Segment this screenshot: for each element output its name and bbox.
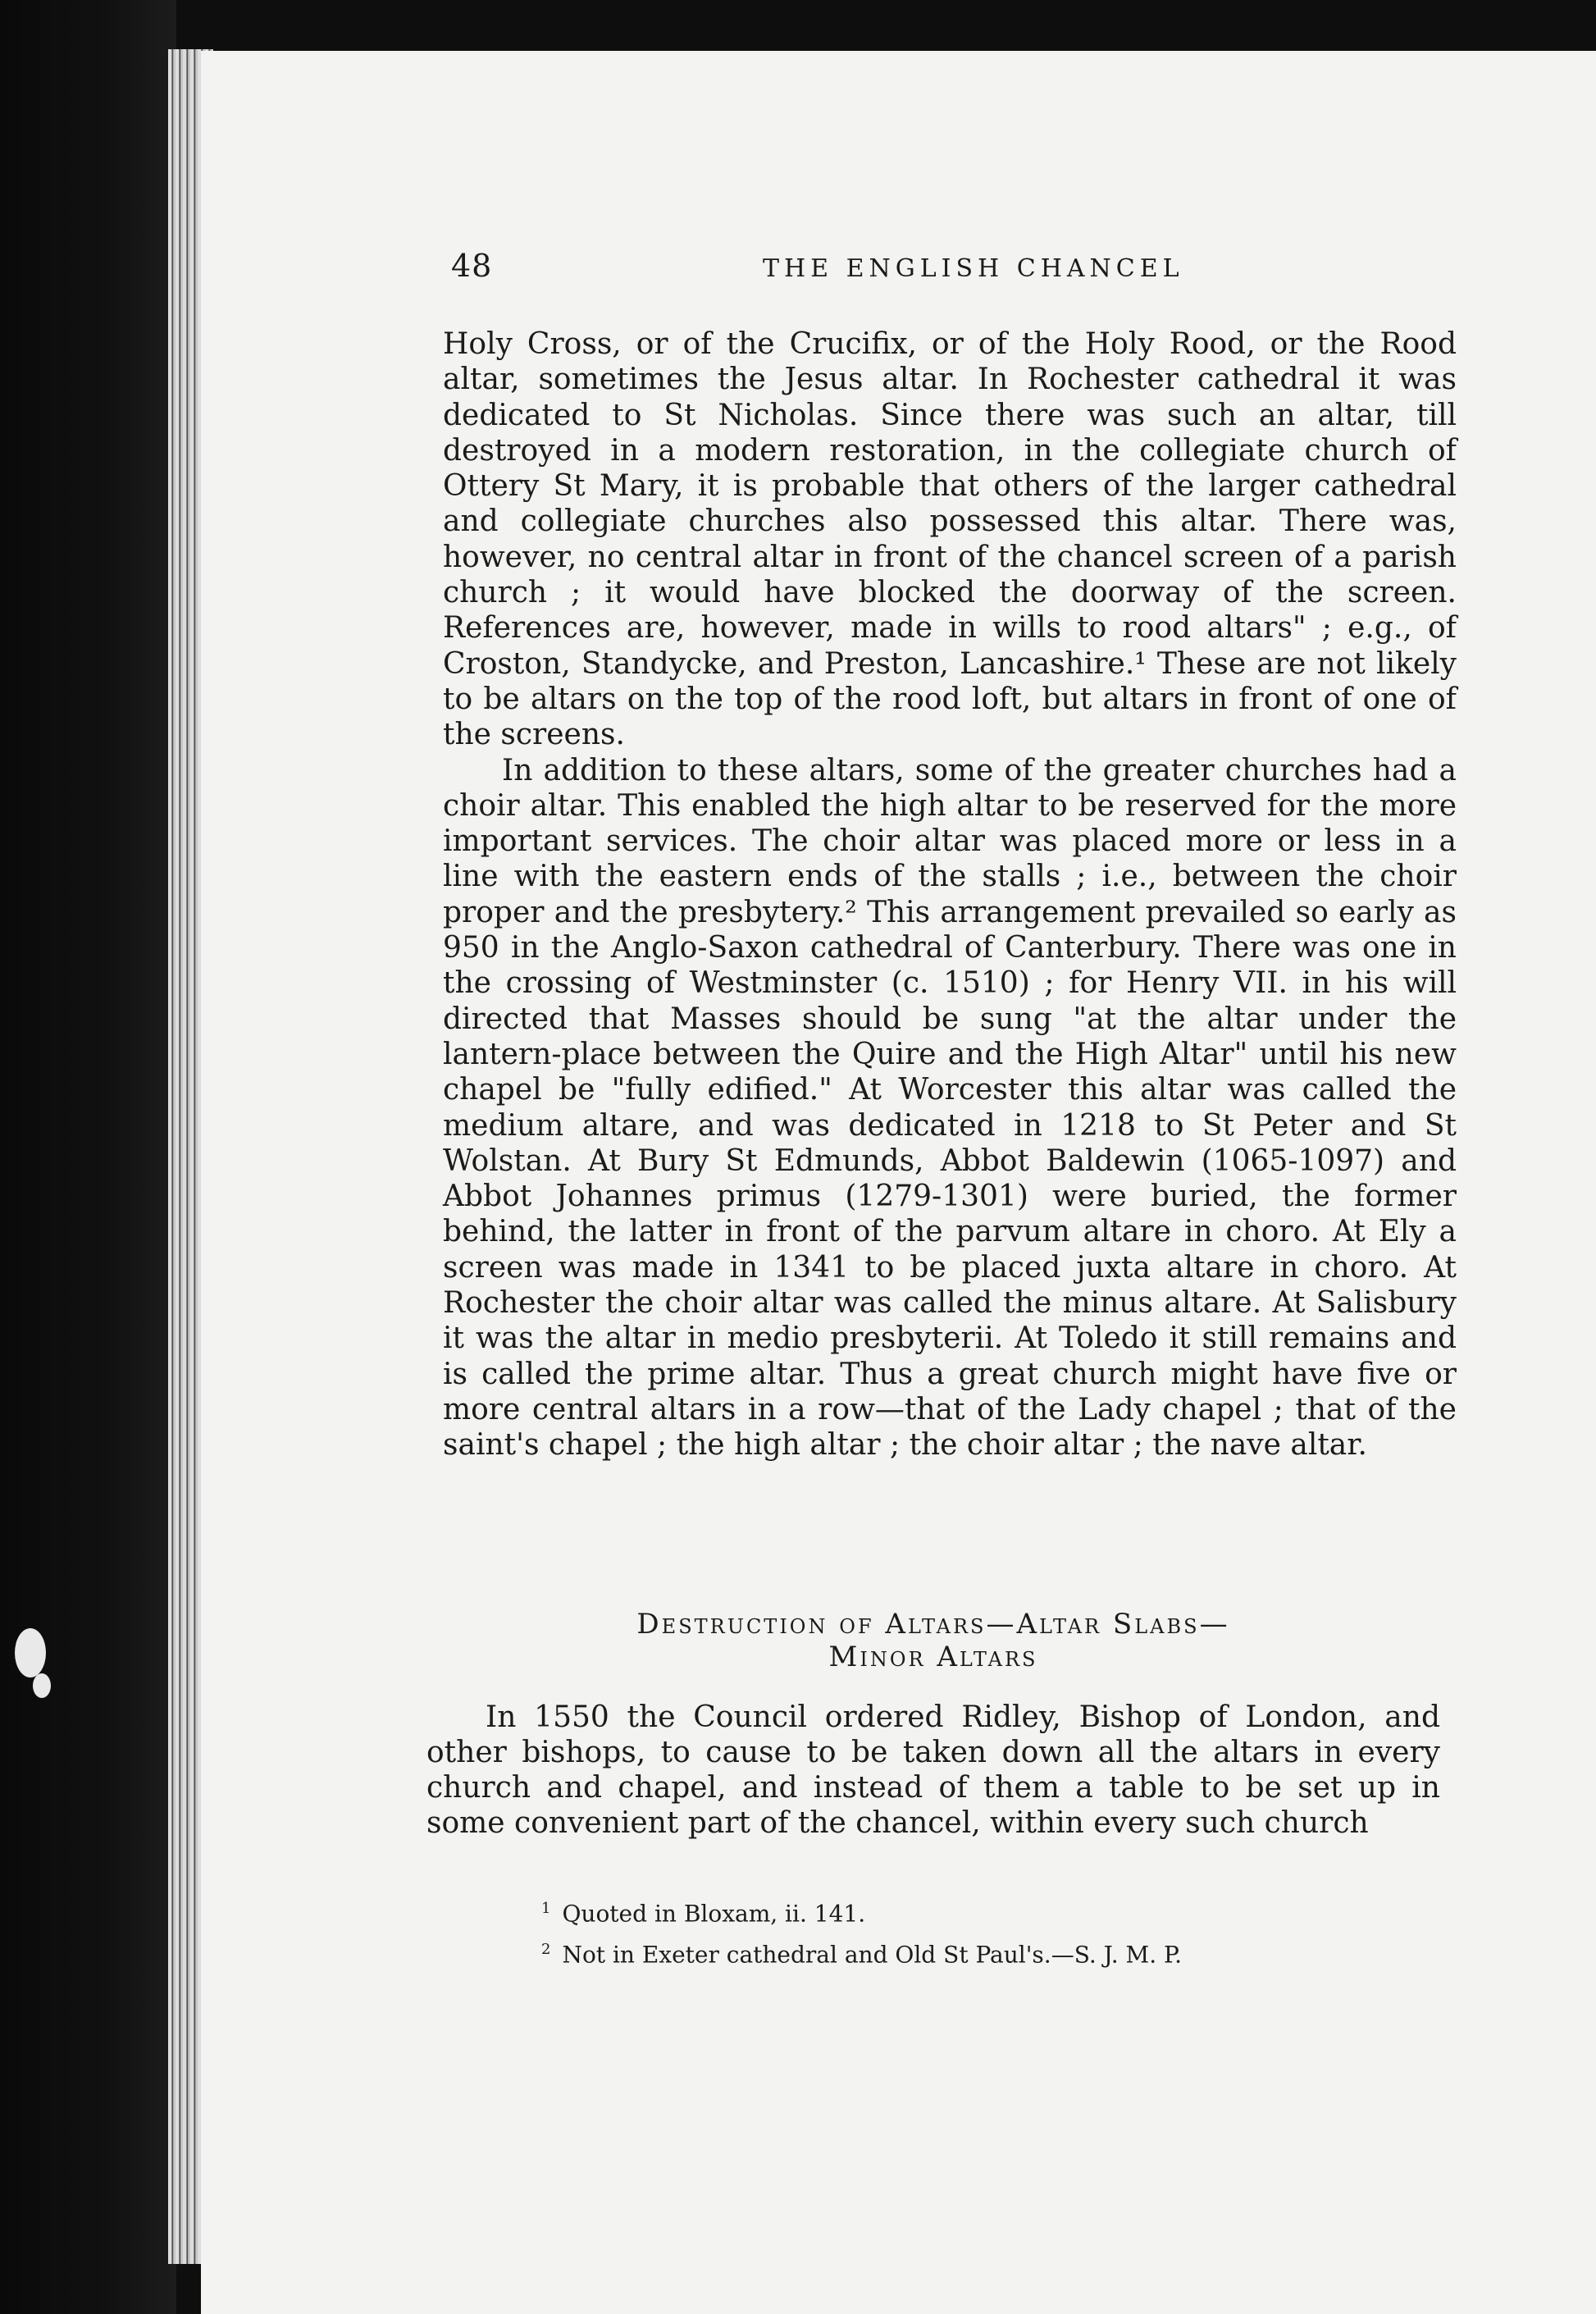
footnote <box>541 1891 1361 1932</box>
scan-artifact <box>33 1673 51 1698</box>
paragraph: In 1550 the Council ordered Ridley, Bishop of London, and other bishops, to cause to be taken down all the altars in every church and chapel, and instead of them a table to be set up in some convenient part of the chancel, within every such church <box>426 1700 1440 1840</box>
section-heading <box>426 1608 1440 1673</box>
footnote-text: Quoted in Bloxam, ii. 141. <box>562 1900 866 1928</box>
section-body <box>426 1700 1440 1841</box>
footnote-mark: 2 <box>541 1941 551 1959</box>
paragraph: Holy Cross, or of the Crucifix, or of the Holy Rood, or the Rood altar, sometimes the Jesus altar. In Rochester cathedral it was dedicated to St Nicholas. Since there was such an altar, till destroyed in a modern restoration, in the collegiate church of Ottery St Mary, it is probable that others of the larger cathedral and collegiate churches also possessed this altar. There was, however, no central altar in front of the chancel screen of a parish church ; it would have blocked the doorway of the screen. References are, however, made in wills to rood altars" ; e.g., of Croston, Standycke, and Preston, Lancashire.¹ These are not likely to be altars on the top of the rood loft, but altars in front of one of the screens. <box>443 327 1457 752</box>
running-head: THE ENGLISH CHANCEL <box>763 254 1184 283</box>
section-heading-line: Minor Altars <box>828 1641 1038 1673</box>
footnote <box>541 1932 1361 1973</box>
book-binding-gutter <box>0 0 176 2314</box>
footnote-mark: 1 <box>541 1900 551 1917</box>
footnote-text: Not in Exeter cathedral and Old St Paul's.—S. J. M. P. <box>562 1941 1183 1969</box>
body-text <box>443 326 1457 1463</box>
scan-artifact <box>15 1628 46 1677</box>
footnotes <box>541 1891 1361 1974</box>
page-number: 48 <box>451 248 493 284</box>
paragraph: In addition to these altars, some of the greater churches had a choir altar. This enabled the high altar to be reserved for the more important services. The choir altar was placed more or less in a line with the eastern ends of the stalls ; i.e., between the choir proper and the presbytery.² This arrangement prevailed so early as 950 in the Anglo-Saxon cathedral of Canterbury. There was one in the crossing of Westminster (c. 1510) ; for Henry VII. in his will directed that Masses should be sung "at the altar under the lantern-place between the Quire and the High Altar" until his new chapel be "fully edified." At Worcester this altar was called the medium altare, and was dedicated in 1218 to St Peter and St Wolstan. At Bury St Edmunds, Abbot Baldewin (1065-1097) and Abbot Johannes primus (1279-1301) were buried, the former behind, the latter in front of the parvum altare in choro. At Ely a screen was made in 1341 to be placed juxta altare in choro. At Rochester the choir altar was called the minus altare. At Salisbury it was the altar in medio presbyterii. At Toledo it still remains and is called the prime altar. Thus a great church might have five or more central altars in a row—that of the Lady chapel ; that of the saint's chapel ; the high altar ; the choir altar ; the nave altar. <box>443 753 1457 1463</box>
section-heading-line: Destruction of Altars—Altar Slabs— <box>636 1608 1230 1641</box>
